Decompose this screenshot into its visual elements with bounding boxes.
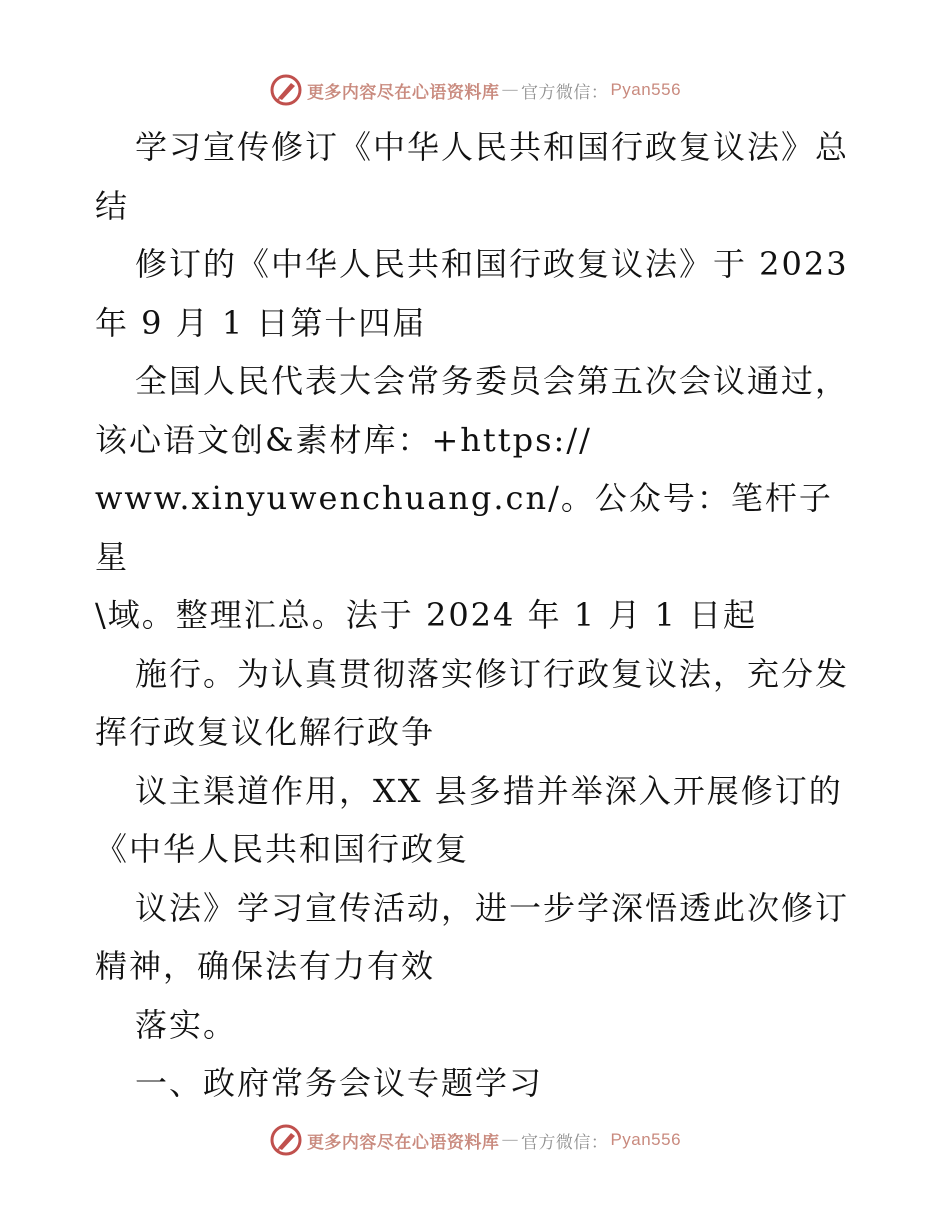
paragraph: 议法》学习宣传活动，进一步学深悟透此次修订精神，确保法有力有效 [95,888,850,985]
paragraph: 修订的《中华人民共和国行政复议法》于 2023 年 9 月 1 日第十四届 [95,245,849,342]
header-watermark [0,70,950,110]
watermark-wechat-id: Pyan556 [610,1130,682,1149]
paragraph: 议主渠道作用，XX 县多措并举深入开展修订的《中华人民共和国行政复 [95,771,843,868]
watermark-separator: — [501,80,519,100]
watermark-text: 更多内容尽在心语资料库 [306,82,500,103]
paragraph: www.xinyuwenchuang.cn/。公众号：笔杆子星 [95,479,833,576]
paragraph: \域。整理汇总。法于 2024 年 1 月 1 日起 [95,596,757,634]
watermark-separator: — [501,1130,519,1150]
watermark-wechat-label: 官方微信： [520,1132,609,1153]
watermark-wechat-label: 官方微信： [520,82,609,103]
pen-logo-icon [269,1123,303,1157]
pen-logo-icon [269,73,303,107]
footer-watermark [0,1120,950,1160]
document-title: 学习宣传修订《中华人民共和国行政复议法》总结 [95,128,850,225]
document-body [95,118,865,1113]
watermark-wechat-id: Pyan556 [610,80,682,99]
paragraph: 落实。 [135,1005,238,1044]
section-heading: 一、政府常务会议专题学习 [135,1064,544,1102]
paragraph: 全国人民代表大会常务委员会第五次会议通过，该心语文创&素材库：+https:// [95,362,850,459]
watermark-text: 更多内容尽在心语资料库 [306,1132,500,1153]
paragraph: 施行。为认真贯彻落实修订行政复议法，充分发挥行政复议化解行政争 [95,654,850,751]
